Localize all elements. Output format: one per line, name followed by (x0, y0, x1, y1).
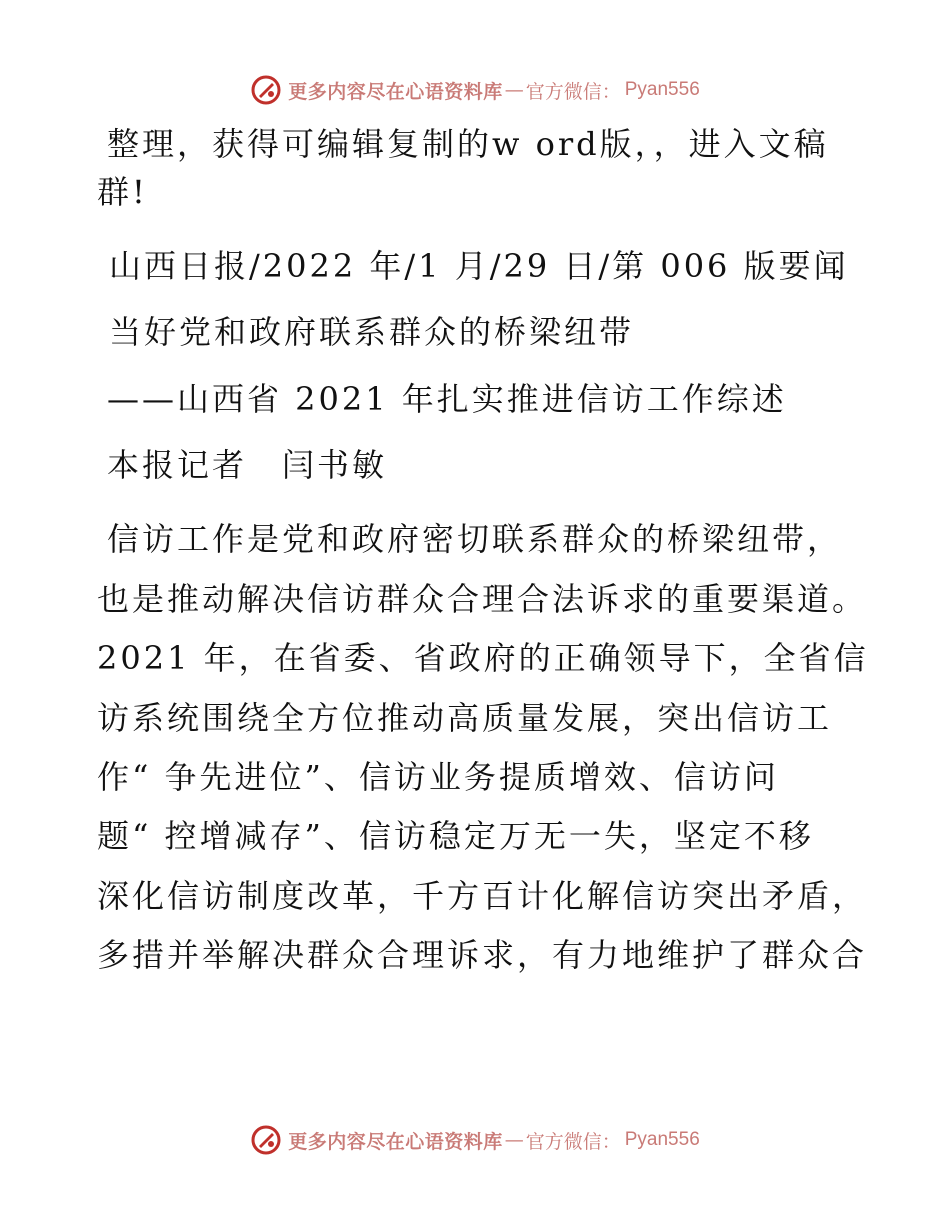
body-line: 作“ 争先进位”、信访业务提质增效、信访问 (97, 757, 779, 796)
body-line: 深化信访制度改革，千方百计化解信访突出矛盾， (97, 876, 868, 915)
brand-logo-icon (250, 74, 282, 106)
article-title: 当好党和政府联系群众的桥梁纽带 (109, 313, 635, 352)
article-byline: 本报记者 闫书敏 (107, 445, 388, 484)
article-subtitle: ——山西省 2021 年扎实推进信访工作综述 (107, 379, 787, 418)
banner-wechat-id: Pyan556 (624, 1129, 700, 1150)
body-line: 访系统围绕全方位推动高质量发展，突出信访工 (97, 698, 833, 737)
document-body (97, 120, 869, 975)
body-line: 多措并举解决群众合理诉求，有力地维护了群众合 (97, 936, 868, 975)
banner-title: 更多内容尽在心语资料库 (288, 80, 503, 103)
body-line: 也是推动解决信访群众合理合法诉求的重要渠道。 (97, 579, 868, 618)
source-line: 山西日报/2022 年/1 月/29 日/第 006 版要闻 (109, 246, 849, 285)
header-banner (0, 72, 950, 108)
banner-title: 更多内容尽在心语资料库 (288, 1130, 503, 1153)
footer-banner (0, 1122, 950, 1158)
brand-logo-icon (250, 1124, 282, 1156)
banner-separator: — (504, 1129, 524, 1151)
banner-separator: — (504, 79, 524, 101)
body-line: 2021 年，在省委、省政府的正确领导下，全省信 (97, 639, 869, 678)
banner-wechat-label: 官方微信： (525, 1130, 621, 1153)
intro-line-2: 群! (97, 173, 148, 212)
banner-wechat-label: 官方微信： (525, 80, 621, 103)
body-line: 题“ 控增减存”、信访稳定万无一失，坚定不移 (97, 817, 814, 856)
intro-line-1: 整理，获得可编辑复制的w ord版，，进入文稿 (107, 125, 829, 163)
banner-wechat-id: Pyan556 (624, 79, 700, 100)
body-line: 信访工作是党和政府密切联系群众的桥梁纽带， (107, 520, 843, 559)
